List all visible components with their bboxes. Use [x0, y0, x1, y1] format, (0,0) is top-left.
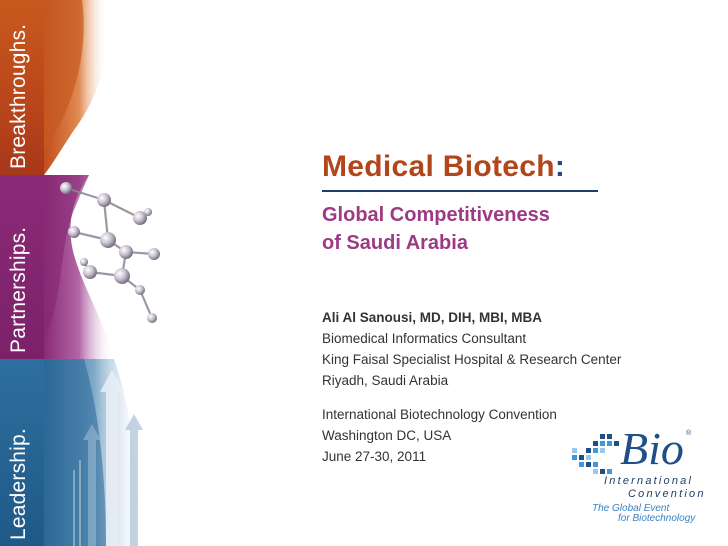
- slide-subtitle: [322, 201, 550, 257]
- logo-wordmark: Bio: [620, 423, 684, 474]
- band-label-breakthroughs: Breakthroughs.: [7, 23, 30, 169]
- band-label-partnerships: Partnerships.: [7, 226, 30, 353]
- logo-sub-line-1: International: [604, 475, 694, 487]
- logo-tagline-1: The Global Event: [592, 503, 670, 514]
- logo-sub-line-2: Convention: [628, 488, 706, 500]
- molecule-artwork: [44, 0, 179, 546]
- bio-convention-logo: [570, 424, 720, 524]
- author-role: Biomedical Informatics Consultant: [322, 331, 527, 346]
- event-block: [322, 404, 557, 467]
- slide-title: [322, 150, 565, 184]
- event-date: June 27-30, 2011: [322, 449, 427, 464]
- author-organization: King Faisal Specialist Hospital & Research Center: [322, 352, 622, 367]
- author-name: Ali Al Sanousi, MD, DIH, MBI, MBA: [322, 310, 543, 325]
- author-location: Riyadh, Saudi Arabia: [322, 373, 449, 388]
- event-location: Washington DC, USA: [322, 428, 452, 443]
- author-block: [322, 307, 621, 391]
- title-divider: [322, 190, 598, 192]
- logo-tagline-2: for Biotechnology: [618, 513, 696, 524]
- title-colon: :: [554, 150, 566, 183]
- band-leadership: [0, 359, 44, 546]
- logo-registered-mark: ®: [686, 430, 692, 437]
- band-breakthroughs: [0, 0, 44, 175]
- bio-dots-icon: [570, 432, 622, 476]
- band-label-leadership: Leadership.: [7, 428, 30, 540]
- subtitle-line-1: Global Competitiveness: [322, 204, 550, 226]
- decorative-artwork: [44, 0, 179, 546]
- title-text: Medical Biotech: [322, 150, 555, 183]
- event-name: International Biotechnology Convention: [322, 407, 557, 422]
- band-partnerships: [0, 175, 44, 359]
- subtitle-line-2: of Saudi Arabia: [322, 232, 468, 254]
